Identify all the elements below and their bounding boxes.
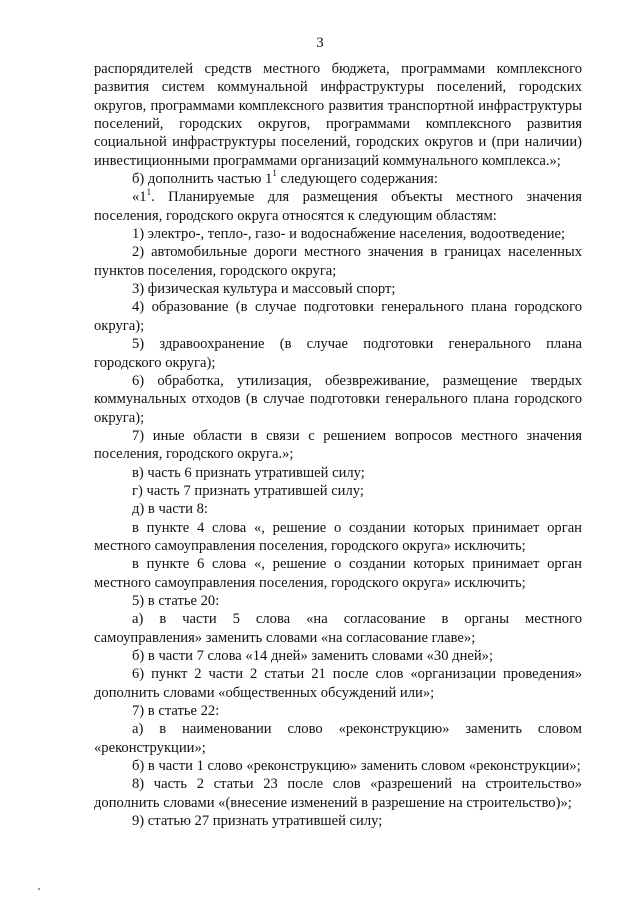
- document-body: [94, 60, 582, 830]
- paragraph-v: в) часть 6 признать утратившей силу;: [132, 464, 365, 481]
- superscript: 1: [146, 186, 152, 197]
- paragraph-continuation: распорядителей средств местного бюджета, программами комплексного развития систем коммунальной инфраструктуры поселений, городских округов, программами комплексного развития транспортной инфраструктуры поселений, городских округов, программами комплексного развития социальной инфраструктуры поселений, городских округов и (при наличии) инвестиционными программами организаций коммунального комплекса.»;: [94, 61, 582, 169]
- paragraph-b-add-part: б) дополнить частью $1^1$ следующего содержания:: [132, 168, 438, 188]
- list-item-4: 4) образование (в случае подготовки генерального плана городского округа);: [94, 299, 582, 334]
- list-item-1: 1) электро-, тепло-, газо- и водоснабжение населения, водоотведение;: [132, 226, 566, 243]
- list-item-3: 3) физическая культура и массовый спорт;: [132, 281, 396, 298]
- scan-speck: [38, 888, 40, 890]
- list-item-7: 7) иные области в связи с решением вопросов местного значения поселения, городского округа.»;: [94, 427, 582, 463]
- paragraph-6-art21: 6) пункт 2 части 2 статьи 21 после слов «организации проведения» дополнить словами «общественных обсуждений или»;: [94, 666, 582, 701]
- page-number: 3: [316, 35, 324, 51]
- list-item-2: 2) автомобильные дороги местного значения в границах населенных пунктов поселения, городского округа;: [94, 244, 582, 279]
- paragraph-article-20: 5) в статье 20:: [132, 592, 220, 609]
- paragraph-d: д) в части 8:: [132, 501, 208, 518]
- paragraph-art22-a: а) в наименовании слово «реконструкцию» заменить словом «реконструкции»;: [94, 721, 582, 756]
- paragraph-article-22: 7) в статье 22:: [132, 703, 220, 720]
- superscript: 1: [272, 168, 277, 179]
- paragraph-point-4: в пункте 4 слова «, решение о создании которых принимает орган местного самоуправления поселения, городского округа» исключить;: [94, 519, 582, 554]
- paragraph-art20-b: б) в части 7 слова «14 дней» заменить словами «30 дней»;: [132, 648, 494, 664]
- paragraph-art20-a: а) в части 5 слова «на согласование в органы местного самоуправления» заменить словами «на согласование главе»;: [94, 611, 582, 646]
- paragraph-9-art27: 9) статью 27 признать утратившей силу;: [132, 813, 383, 830]
- paragraph-8-art23: 8) часть 2 статьи 23 после слов «разрешений на строительство» дополнить словами «(внесение изменений в разрешение на строительство)»;: [94, 776, 582, 811]
- paragraph-g: г) часть 7 признать утратившей силу;: [132, 482, 364, 499]
- list-item-5: 5) здравоохранение (в случае подготовки генерального плана городского округа);: [94, 336, 582, 371]
- paragraph-art22-b: б) в части 1 слово «реконструкцию» заменить словом «реконструкции»;: [132, 758, 581, 775]
- list-item-6: 6) обработка, утилизация, обезвреживание, размещение твердых коммунальных отходов (в случае подготовки генерального плана городского округа);: [94, 372, 582, 426]
- paragraph-part-1-1: «$1^1$. Планируемые для размещения объекты местного значения поселения, городского округа относятся к следующим областям:: [94, 186, 582, 224]
- paragraph-point-6: в пункте 6 слова «, решение о создании которых принимает орган местного самоуправления поселения, городского округа» исключить;: [94, 556, 582, 591]
